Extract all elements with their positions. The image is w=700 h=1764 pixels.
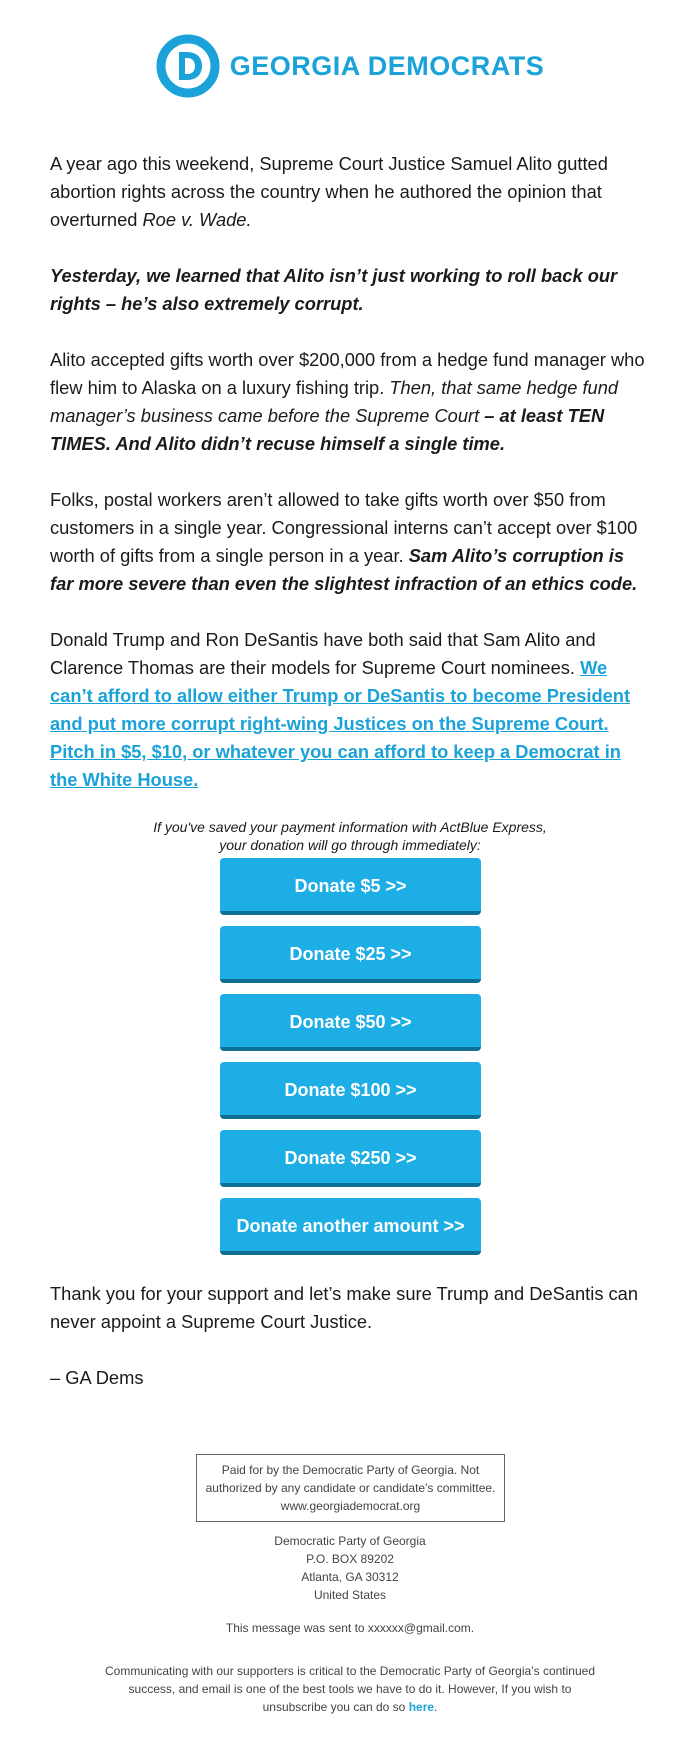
donate-250-button[interactable]: Donate $250 >> <box>220 1130 481 1187</box>
signoff: – GA Dems <box>50 1367 144 1388</box>
thank-you-text: Thank you for your support and let’s make sure Trump and DeSantis can never appoint a Supreme Court Justice. <box>50 1283 639 1332</box>
donate-buttons <box>220 858 481 1266</box>
unsubscribe-link[interactable]: here <box>408 1700 435 1714</box>
d-circle-icon <box>156 34 220 98</box>
mailing-address: Democratic Party of Georgia P.O. BOX 89202 Atlanta, GA 30312 United States <box>274 1534 426 1602</box>
paragraph-gifts: Alito accepted gifts worth over $200,000 from a hedge fund manager who flew him to Alaska on a luxury fishing trip. Then, that same hedge fund manager’s business came before the Supreme Court – at least TEN TIMES. And Alito didn’t recuse himself a single time. <box>50 349 645 454</box>
donate-50-button[interactable]: Donate $50 >> <box>220 994 481 1051</box>
paid-for-disclaimer: Paid for by the Democratic Party of Georgia. Not authorized by any candidate or candidate's committee. www.georgiademocrat.org <box>196 1454 505 1522</box>
donate-5-button[interactable]: Donate $5 >> <box>220 858 481 915</box>
paragraph-intro: A year ago this weekend, Supreme Court Justice Samuel Alito gutted abortion rights across the country when he authored the opinion that overturned Roe v. Wade. <box>50 153 608 230</box>
sent-to-notice: This message was sent to xxxxxx@gmail.com. <box>225 1621 475 1635</box>
unsubscribe-notice: Communicating with our supporters is critical to the Democratic Party of Georgia’s continued success, and email is one of the best tools we have to do it. However, If you wish to unsubscribe you can do so here. <box>105 1664 595 1714</box>
website-url: www.georgiademocrat.org <box>280 1499 421 1513</box>
recipient-email: xxxxxx@gmail.com <box>367 1621 471 1635</box>
email-body <box>50 150 650 822</box>
donate-other-button[interactable]: Donate another amount >> <box>220 1198 481 1255</box>
header-logo[interactable] <box>0 34 700 98</box>
logo-text: GEORGIA DEMOCRATS <box>229 50 545 81</box>
paragraph-ethics: Folks, postal workers aren’t allowed to take gifts worth over $50 from customers in a single year. Congressional interns can’t accept over $100 worth of gifts from a single person in a year. Sam Alito’s corruption is far more severe than even the slightest infraction of an ethics code. <box>50 489 638 594</box>
paragraph-corrupt: Yesterday, we learned that Alito isn’t just working to roll back our rights – he’s also extremely corrupt. <box>50 265 618 314</box>
donate-100-button[interactable]: Donate $100 >> <box>220 1062 481 1119</box>
donate-25-button[interactable]: Donate $25 >> <box>220 926 481 983</box>
actblue-note: If you've saved your payment information with ActBlue Express, your donation will go through immediately: <box>153 819 547 853</box>
closing <box>50 1280 650 1420</box>
donate-cta-link[interactable]: We can’t afford to allow either Trump or DeSantis to become President and put more corrupt right-wing Justices on the Supreme Court. Pitch in $5, $10, or whatever you can afford to keep a Democrat in the White House. <box>50 657 631 790</box>
paragraph-cta: Donald Trump and Ron DeSantis have both said that Sam Alito and Clarence Thomas are their models for Supreme Court nominees. We can’t afford to allow either Trump or DeSantis to become President and put more corrupt right-wing Justices on the Supreme Court. Pitch in $5, $10, or whatever you can afford to keep a Democrat in the White House. <box>50 629 631 790</box>
